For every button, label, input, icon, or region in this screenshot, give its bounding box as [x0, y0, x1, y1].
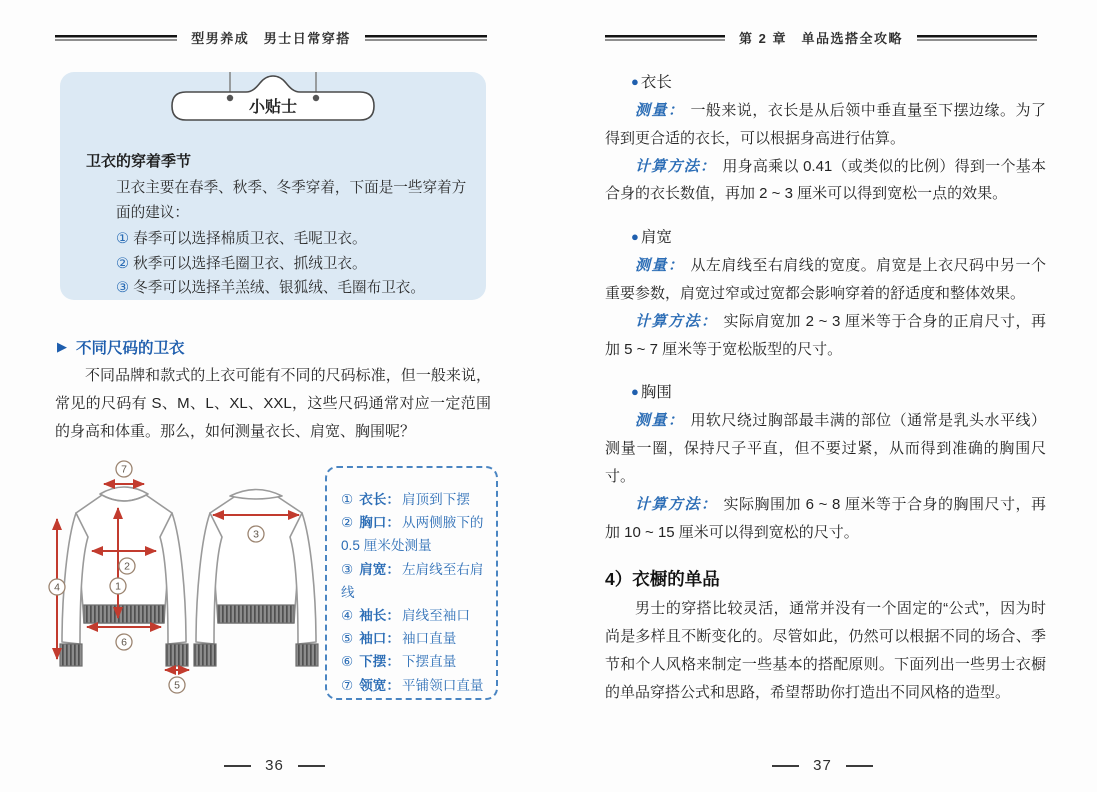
bullet-heading-text: 肩宽	[640, 229, 672, 247]
calc-paragraph	[605, 308, 1046, 364]
measure-text: 一般来说，衣长是从后领中垂直量至下摆边缘。为了得到更合适的衣长，可以根据身高进行估算。	[605, 102, 1046, 147]
header-rule	[365, 35, 487, 41]
measure-item-number: ⑥	[341, 654, 354, 670]
calc-text: 实际肩宽加 2 ~ 3 厘米等于合身的正肩尺寸，再加 5 ~ 7 厘米等于宽松版型的尺寸。	[605, 312, 1046, 358]
measure-item-number: ⑤	[341, 631, 354, 647]
tip-item-number: ②	[116, 255, 130, 272]
running-head-title: 型男养成 男士日常穿搭	[191, 31, 351, 46]
tip-item-number: ①	[116, 231, 130, 247]
tip-item	[116, 227, 468, 252]
measurement-legend-box	[325, 466, 498, 700]
measure-paragraph	[605, 407, 1046, 490]
running-head-right	[605, 28, 1037, 47]
bullet-dot-icon: ●	[631, 74, 639, 89]
tip-badge-label: 小贴士	[248, 99, 298, 116]
measure-item	[341, 604, 486, 627]
measure-text: 用软尺绕过胸部最丰满的部位（通常是乳头水平线）测量一圈，保持尺子平直，但不要过紧，从而得到准确的胸围尺寸。	[605, 412, 1046, 485]
footer-rule	[224, 765, 251, 767]
measure-item-label: 衣长：	[359, 492, 400, 507]
measure-label: 测量：	[635, 257, 685, 275]
bullet-heading	[631, 225, 1046, 250]
page-right	[548, 0, 1097, 792]
bullet-heading-text: 胸围	[640, 384, 672, 402]
measure-item	[341, 558, 486, 604]
measure-item-number: ③	[341, 561, 354, 577]
bullet-dot-icon: ●	[631, 384, 639, 400]
measure-item-text: 下摆直量	[401, 654, 457, 670]
subsection-paragraph: 男士的穿搭比较灵活，通常并没有一个固定的“公式”，因为时尚是多样且不断变化的。尽管如此，仍然可以根据不同的场合、季节和个人风格来制定一些基本的搭配原则。下面列出一些男士衣橱的单品穿搭公式和思路，希望帮助你打造出不同风格的造型。	[605, 600, 1046, 701]
measure-item	[341, 650, 486, 673]
measure-item-text: 平铺领口直量	[401, 677, 484, 693]
diagram-marker: 1	[115, 580, 121, 593]
tip-item-number: ③	[116, 280, 130, 296]
measure-label: 测量：	[635, 412, 685, 430]
triangle-bullet-icon: ▶	[57, 339, 67, 354]
measure-item-label: 袖口：	[359, 631, 400, 647]
calc-paragraph	[605, 153, 1046, 209]
measure-item-number: ④	[341, 608, 354, 624]
diagram-marker: 5	[174, 679, 180, 692]
measure-item-text: 从两侧腋下的 0.5 厘米处测量	[341, 515, 484, 554]
diagram-marker: 7	[121, 463, 127, 476]
footer-rule	[846, 765, 873, 767]
measure-item-text: 肩顶到下摆	[401, 492, 470, 507]
measure-item-label: 袖长：	[359, 608, 400, 624]
header-rule	[917, 35, 1037, 41]
subsection-heading: 4）衣橱的单品	[605, 569, 720, 590]
calc-text: 用身高乘以 0.41（或类似的比例）得到一个基本合身的衣长数值，再加 2 ~ 3 厘米可以得到宽松一点的效果。	[605, 157, 1046, 203]
measure-item-label: 肩宽：	[359, 561, 400, 577]
measure-paragraph	[605, 97, 1046, 153]
bullet-heading	[631, 70, 1046, 95]
badge-pin-icon	[313, 95, 319, 101]
measure-item-text: 左肩线至右肩线	[341, 561, 484, 600]
tip-item-text: 春季可以选择棉质卫衣、毛呢卫衣。	[133, 231, 367, 247]
tip-item-text: 冬季可以选择羊羔绒、银狐绒、毛圈布卫衣。	[133, 280, 425, 296]
diagram-marker: 2	[124, 560, 130, 573]
page-number: 37	[813, 757, 832, 774]
measure-text: 从左肩线至右肩线的宽度。肩宽是上衣尺码中另一个重要参数，肩宽过窄或过宽都会影响穿着的舒适度和整体效果。	[605, 257, 1046, 302]
measure-item	[341, 488, 486, 511]
calc-paragraph	[605, 491, 1046, 547]
badge-pin-icon	[227, 95, 233, 101]
calc-label: 计算方法：	[635, 495, 718, 513]
bullet-dot-icon: ●	[631, 229, 639, 245]
footer-rule	[772, 765, 799, 767]
tip-badge	[167, 72, 379, 124]
tip-box	[60, 72, 486, 300]
footer-rule	[298, 765, 325, 767]
header-rule	[55, 35, 177, 41]
measure-item-text: 肩线至袖口	[401, 608, 470, 624]
section-heading	[57, 336, 185, 358]
measure-item-label: 下摆：	[359, 654, 400, 670]
measure-item	[341, 674, 486, 697]
tip-item	[116, 276, 468, 301]
measure-item	[341, 627, 486, 650]
measure-label: 测量：	[635, 102, 685, 119]
diagram-marker: 6	[121, 636, 127, 649]
tip-item-text: 秋季可以选择毛圈卫衣、抓绒卫衣。	[133, 255, 367, 272]
measure-item-label: 领宽：	[359, 677, 400, 693]
diagram-marker: 3	[253, 528, 259, 541]
tip-intro: 卫衣主要在春季、秋季、冬季穿着，下面是一些穿着方面的建议：	[116, 180, 467, 221]
bullet-heading	[631, 380, 1046, 405]
running-head-title: 第 2 章 单品选搭全攻略	[739, 31, 903, 46]
measure-item-number: ⑦	[341, 677, 354, 693]
measure-item-number: ①	[341, 492, 354, 507]
measure-paragraph	[605, 252, 1046, 308]
section-heading-text: 不同尺码的卫衣	[76, 340, 185, 357]
measure-item	[341, 511, 486, 557]
page-footer-right	[548, 757, 1097, 774]
sweater-measurement-diagram	[44, 455, 324, 713]
diagram-marker: 4	[54, 581, 60, 594]
sizes-paragraph: 不同品牌和款式的上衣可能有不同的尺码标准，但一般来说，常见的尺码有 S、M、L、XL、XXL，这些尺码通常对应一定范围的身高和体重。那么，如何测量衣长、肩宽、胸围呢？	[55, 367, 491, 440]
bullet-heading-text: 衣长	[640, 74, 672, 91]
calc-label: 计算方法：	[635, 312, 718, 330]
running-head-left	[55, 28, 487, 47]
tip-title: 卫衣的穿着季节	[86, 153, 192, 170]
page-footer-left	[0, 757, 549, 774]
measure-item-number: ②	[341, 515, 354, 531]
page-number: 36	[265, 757, 284, 774]
measure-item-text: 袖口直量	[401, 631, 457, 647]
tip-item	[116, 252, 468, 277]
measure-item-label: 胸口：	[359, 515, 400, 531]
header-rule	[605, 35, 725, 41]
calc-text: 实际胸围加 6 ~ 8 厘米等于合身的胸围尺寸，再加 10 ~ 15 厘米可以得到宽松的尺寸。	[605, 495, 1046, 541]
calc-label: 计算方法：	[635, 157, 717, 175]
